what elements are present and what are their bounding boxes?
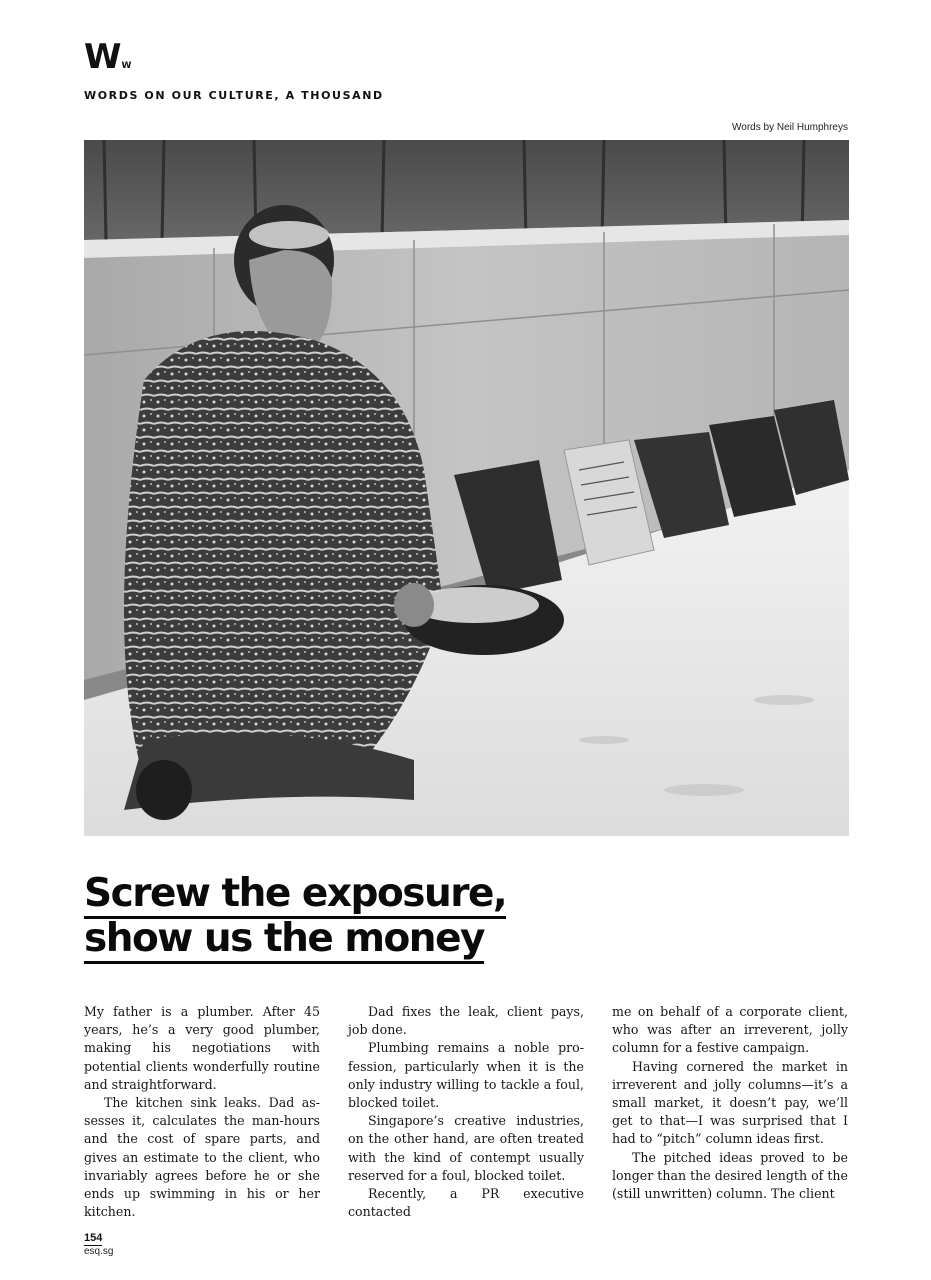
paragraph: me on behalf of a corporate client, who was after an irreverent, jolly column for a festive campaign. [612, 1004, 848, 1056]
headline-line-2: show us the money [84, 917, 484, 964]
paragraph: The pitched ideas proved to be longer than the desired length of the (still unwritten) column. The client [612, 1149, 848, 1202]
article-column-1 [84, 1003, 320, 1221]
paragraph: The kitchen sink leaks. Dad assesses it, calculates the man-hours and the cost of spare parts, and gives an estimate to the client, who invariably agrees before he or she ends up swimming in his or her kitchen. [84, 1095, 320, 1220]
headline [84, 872, 506, 962]
page-footer [84, 1228, 113, 1258]
article-column-3 [612, 1003, 848, 1203]
section-title: WORDS ON OUR CULTURE, A THOUSAND [84, 89, 384, 102]
paragraph: Singapore’s creative industries, on the other hand, are often treated with the kind of contempt usually reserved for a foul, blocked toilet. [348, 1113, 584, 1183]
paragraph: My father is a plumber. After 45 years, he’s a very good plumber, making his negotiations with potential clients wonderfully routine and straightforward. [84, 1004, 320, 1092]
byline: Words by Neil Humphreys [732, 122, 848, 133]
page-number: 154 [84, 1232, 103, 1244]
site-url: esq.sg [84, 1246, 114, 1258]
paragraph: Dad fixes the leak, client pays, job done. [348, 1004, 584, 1038]
paragraph: Recently, a PR executive contacted [348, 1186, 584, 1220]
paragraph: Plumbing remains a noble profession, particularly when it is the only industry willing to tackle a foul, blocked toilet. [348, 1040, 584, 1111]
article-photo [84, 140, 849, 836]
headline-line-1: Screw the exposure, [84, 872, 506, 919]
logo-letter: W [84, 37, 121, 77]
article-body [84, 1003, 849, 1220]
magazine-logo [84, 37, 132, 77]
logo-subscript: W [121, 61, 132, 71]
photo-man-kneeling-in-snow-icon [84, 140, 849, 836]
article-column-2 [348, 1003, 584, 1221]
paragraph: Having cornered the market in irreverent and jolly columns—it’s a small market, it doesn’t pay, we’ll get to that—I was surprised that I had to “pitch” column ideas first. [612, 1058, 848, 1147]
